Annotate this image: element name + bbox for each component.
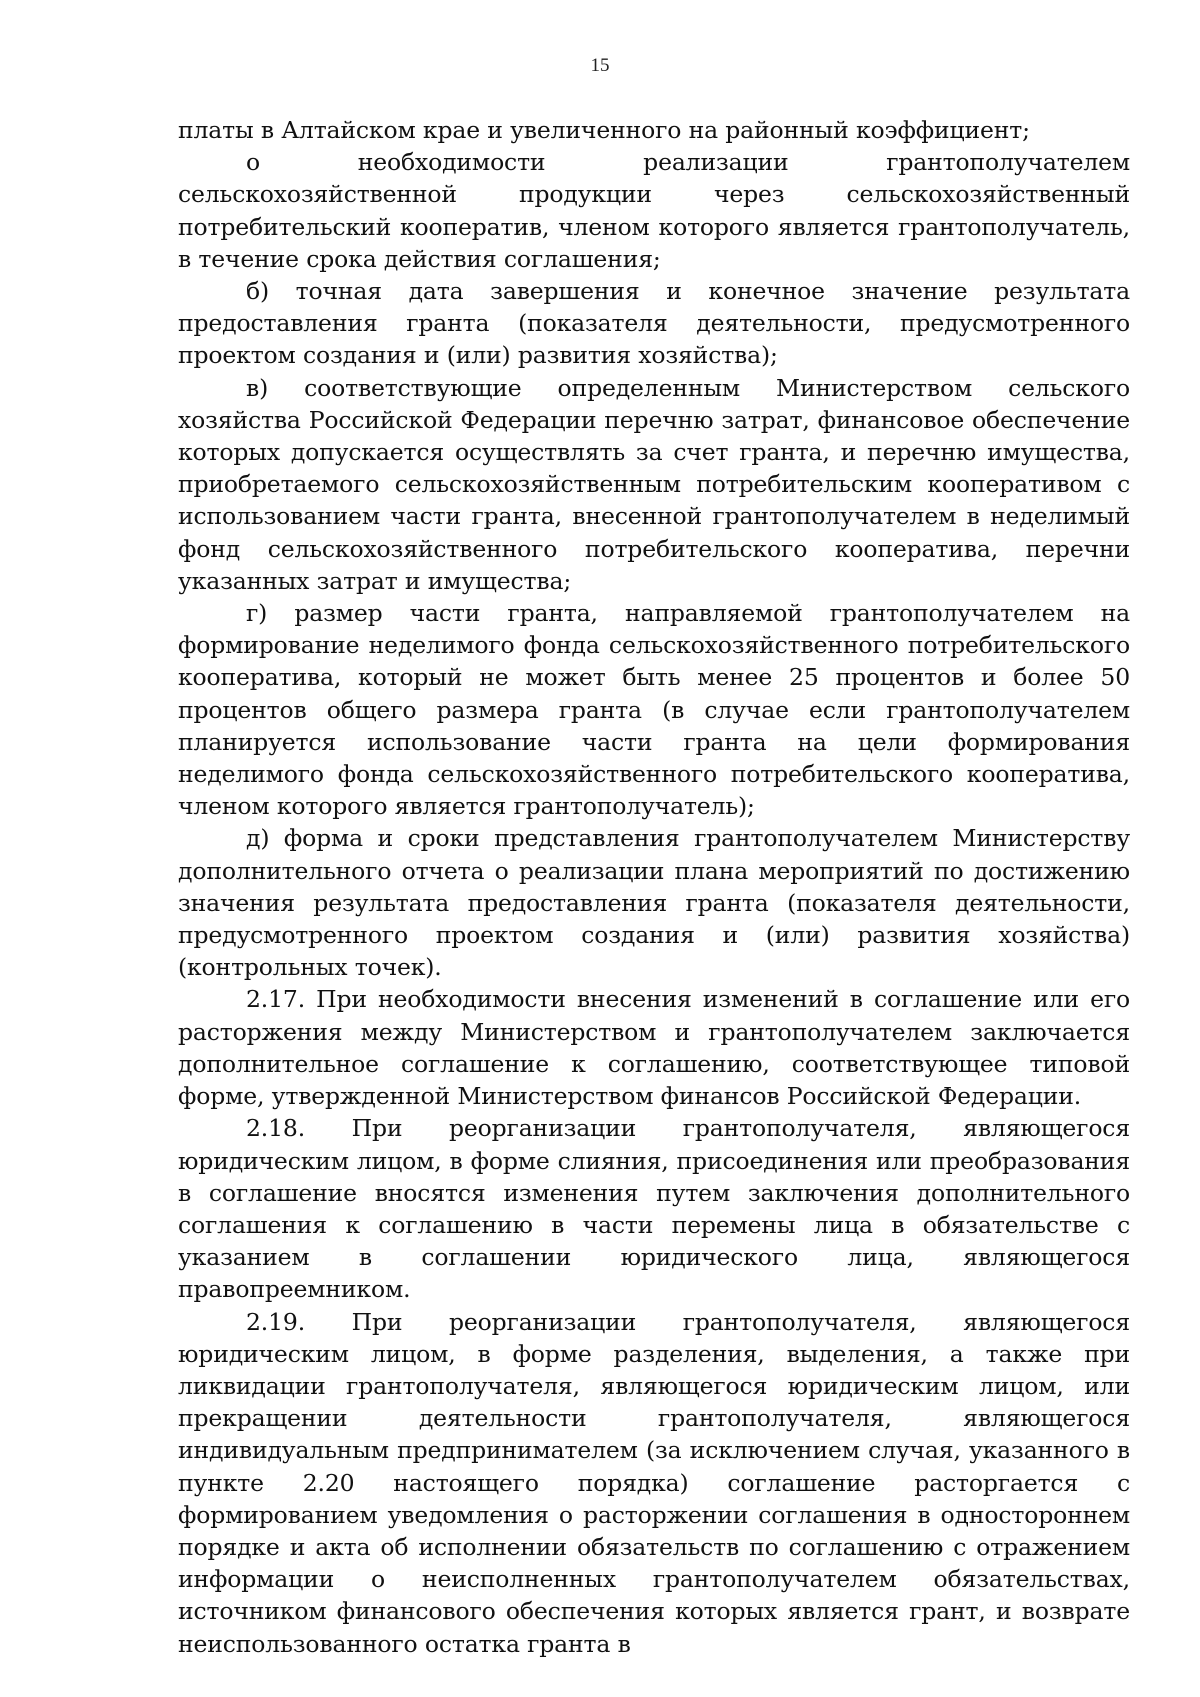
paragraph-sales-requirement: о необходимости реализации грантополучателем сельскохозяйственной продукции через сельскохозяйственный потребительский кооператив, членом которого является грантополучатель, в течение срока действия соглашения; xyxy=(178,148,1130,273)
paragraph-item-g: г) размер части гранта, направляемой грантополучателем на формирование неделимого фонда сельскохозяйственного потребительского кооператива, который не может быть менее 25 процентов и более 50 процентов общего размера гранта (в случае если грантополучателем планируется использование части гранта на цели формирования неделимого фонда сельскохозяйственного потребительского кооператива, членом которого является грантополучатель); xyxy=(178,599,1130,821)
paragraph-item-v: в) соответствующие определенным Министерством сельского хозяйства Российской Федерации перечню затрат, финансовое обеспечение которых допускается осуществлять за счет гранта, и перечню имущества, приобретаемого сельскохозяйственным потребительским кооперативом с использованием части гранта, внесенной грантополучателем в неделимый фонд сельскохозяйственного потребительского кооператива, перечни указанных затрат и имущества; xyxy=(178,373,1130,595)
paragraph-item-b: б) точная дата завершения и конечное значение результата предоставления гранта (показателя деятельности, предусмотренного проектом создания и (или) развития хозяйства); xyxy=(178,277,1130,370)
document-body xyxy=(178,114,1130,1660)
paragraph-continuation: платы в Алтайском крае и увеличенного на районный коэффициент; xyxy=(178,116,1030,144)
page-number: 15 xyxy=(590,55,610,76)
paragraph-item-d: д) форма и сроки представления грантополучателем Министерству дополнительного отчета о реализации плана мероприятий по достижению значения результата предоставления гранта (показателя деятельности, предусмотренного проектом создания и (или) развития хозяйства) (контрольных точек). xyxy=(178,824,1130,982)
paragraph-clause-2-19: 2.19. При реорганизации грантополучателя, являющегося юридическим лицом, в форме разделения, выделения, а также при ликвидации грантополучателя, являющегося юридическим лицом, или прекращении деятельности грантополучателя, являющегося индивидуальным предпринимателем (за исключением случая, указанного в пункте 2.20 настоящего порядка) соглашение расторгается с формированием уведомления о расторжении соглашения в одностороннем порядке и акта об исполнении обязательств по соглашению с отражением информации о неисполненных грантополучателем обязательствах, источником финансового обеспечения которых является грант, и возврате неиспользованного остатка гранта в xyxy=(178,1307,1130,1658)
paragraph-clause-2-18: 2.18. При реорганизации грантополучателя, являющегося юридическим лицом, в форме слияния, присоединения или преобразования в соглашение вносятся изменения путем заключения дополнительного соглашения к соглашению в части перемены лица в обязательстве с указанием в соглашении юридического лица, являющегося правопреемником. xyxy=(178,1114,1130,1304)
paragraph-clause-2-17: 2.17. При необходимости внесения изменений в соглашение или его расторжения между Министерством и грантополучателем заключается дополнительное соглашение к соглашению, соответствующее типовой форме, утвержденной Министерством финансов Российской Федерации. xyxy=(178,985,1130,1111)
